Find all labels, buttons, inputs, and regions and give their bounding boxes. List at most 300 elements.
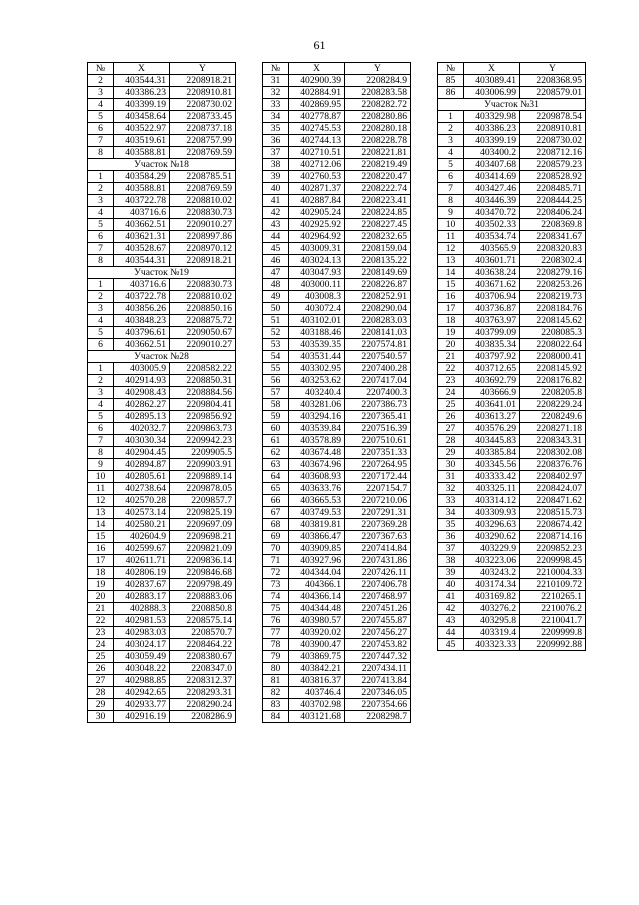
table-row bbox=[263, 351, 411, 363]
x-cell: 403121.68 bbox=[289, 711, 345, 723]
point-number-cell: 3 bbox=[88, 87, 114, 99]
y-cell: 2207210.06 bbox=[345, 495, 411, 507]
point-number-cell: 4 bbox=[88, 207, 114, 219]
point-number-cell: 3 bbox=[88, 303, 114, 315]
point-number-cell: 2 bbox=[88, 183, 114, 195]
table-row bbox=[263, 399, 411, 411]
y-cell: 2207453.82 bbox=[345, 639, 411, 651]
y-cell: 2210109.72 bbox=[520, 579, 586, 591]
column-header-number: № bbox=[88, 63, 114, 75]
x-cell: 404366.1 bbox=[289, 579, 345, 591]
table-row bbox=[263, 615, 411, 627]
y-cell: 2208368.95 bbox=[520, 75, 586, 87]
point-number-cell: 20 bbox=[88, 591, 114, 603]
y-cell: 2208219.49 bbox=[345, 159, 411, 171]
y-cell: 2207367.63 bbox=[345, 531, 411, 543]
point-number-cell: 53 bbox=[263, 339, 289, 351]
table-row bbox=[263, 507, 411, 519]
table-row bbox=[438, 387, 586, 399]
x-cell: 403399.19 bbox=[114, 99, 170, 111]
table-row bbox=[88, 111, 236, 123]
point-number-cell: 34 bbox=[438, 507, 464, 519]
point-number-cell: 43 bbox=[263, 219, 289, 231]
y-cell: 2208406.24 bbox=[520, 207, 586, 219]
table-row bbox=[88, 471, 236, 483]
y-cell: 2209010.27 bbox=[170, 219, 236, 231]
table-row bbox=[88, 279, 236, 291]
x-cell: 404366.14 bbox=[289, 591, 345, 603]
point-number-cell: 30 bbox=[438, 459, 464, 471]
x-cell: 402580.21 bbox=[114, 519, 170, 531]
point-number-cell: 31 bbox=[263, 75, 289, 87]
table-row bbox=[88, 183, 236, 195]
point-number-cell: 44 bbox=[438, 627, 464, 639]
column-header-x: X bbox=[114, 63, 170, 75]
y-cell: 2208085.3 bbox=[520, 327, 586, 339]
x-cell: 403458.64 bbox=[114, 111, 170, 123]
x-cell: 403866.47 bbox=[289, 531, 345, 543]
x-cell: 403666.9 bbox=[464, 387, 520, 399]
x-cell: 403223.06 bbox=[464, 555, 520, 567]
x-cell: 403980.57 bbox=[289, 615, 345, 627]
table-row bbox=[263, 327, 411, 339]
table-row bbox=[263, 447, 411, 459]
x-cell: 403588.81 bbox=[114, 147, 170, 159]
point-number-cell: 20 bbox=[438, 339, 464, 351]
x-cell: 403749.53 bbox=[289, 507, 345, 519]
x-cell: 403576.29 bbox=[464, 423, 520, 435]
y-cell: 2207540.57 bbox=[345, 351, 411, 363]
y-cell: 2208284.9 bbox=[345, 75, 411, 87]
table-row bbox=[438, 471, 586, 483]
point-number-cell: 39 bbox=[438, 567, 464, 579]
y-cell: 2207431.86 bbox=[345, 555, 411, 567]
x-cell: 404344.04 bbox=[289, 567, 345, 579]
x-cell: 402744.13 bbox=[289, 135, 345, 147]
x-cell: 402904.45 bbox=[114, 447, 170, 459]
x-cell: 403722.78 bbox=[114, 291, 170, 303]
table-row bbox=[88, 207, 236, 219]
point-number-cell: 1 bbox=[88, 171, 114, 183]
point-number-cell: 1 bbox=[88, 279, 114, 291]
y-cell: 2210076.2 bbox=[520, 603, 586, 615]
y-cell: 2208830.73 bbox=[170, 207, 236, 219]
table-row bbox=[88, 315, 236, 327]
point-number-cell: 13 bbox=[438, 255, 464, 267]
point-number-cell: 8 bbox=[88, 147, 114, 159]
x-cell: 402933.77 bbox=[114, 699, 170, 711]
table-row bbox=[88, 531, 236, 543]
x-cell: 403030.34 bbox=[114, 435, 170, 447]
table-row bbox=[88, 495, 236, 507]
point-number-cell: 31 bbox=[438, 471, 464, 483]
y-cell: 2208730.02 bbox=[520, 135, 586, 147]
table-row bbox=[438, 579, 586, 591]
table-row bbox=[263, 639, 411, 651]
point-number-cell: 51 bbox=[263, 315, 289, 327]
x-cell: 403000.11 bbox=[289, 279, 345, 291]
point-number-cell: 18 bbox=[88, 567, 114, 579]
table-row bbox=[263, 159, 411, 171]
y-cell: 2208220.47 bbox=[345, 171, 411, 183]
y-cell: 2207365.41 bbox=[345, 411, 411, 423]
point-number-cell: 52 bbox=[263, 327, 289, 339]
y-cell: 2209798.49 bbox=[170, 579, 236, 591]
point-number-cell: 48 bbox=[263, 279, 289, 291]
table-header-row bbox=[263, 63, 411, 75]
table-row bbox=[263, 531, 411, 543]
y-cell: 2208223.41 bbox=[345, 195, 411, 207]
point-number-cell: 79 bbox=[263, 651, 289, 663]
point-number-cell: 37 bbox=[438, 543, 464, 555]
point-number-cell: 13 bbox=[88, 507, 114, 519]
y-cell: 2208402.97 bbox=[520, 471, 586, 483]
x-cell: 403047.93 bbox=[289, 267, 345, 279]
section-heading-row bbox=[88, 159, 236, 171]
y-cell: 2207451.26 bbox=[345, 603, 411, 615]
point-number-cell: 57 bbox=[263, 387, 289, 399]
y-cell: 2208000.41 bbox=[520, 351, 586, 363]
point-number-cell: 23 bbox=[88, 627, 114, 639]
point-number-cell: 72 bbox=[263, 567, 289, 579]
table-row bbox=[438, 243, 586, 255]
y-cell: 2208347.0 bbox=[170, 663, 236, 675]
point-number-cell: 8 bbox=[88, 447, 114, 459]
x-cell: 403253.62 bbox=[289, 375, 345, 387]
x-cell: 403333.42 bbox=[464, 471, 520, 483]
table-row bbox=[88, 195, 236, 207]
point-number-cell: 66 bbox=[263, 495, 289, 507]
x-cell: 403819.81 bbox=[289, 519, 345, 531]
point-number-cell: 24 bbox=[88, 639, 114, 651]
x-cell: 403539.84 bbox=[289, 423, 345, 435]
x-cell: 403763.97 bbox=[464, 315, 520, 327]
point-number-cell: 42 bbox=[263, 207, 289, 219]
x-cell: 403229.9 bbox=[464, 543, 520, 555]
point-number-cell: 26 bbox=[438, 411, 464, 423]
point-number-cell: 70 bbox=[263, 543, 289, 555]
y-cell: 2208271.18 bbox=[520, 423, 586, 435]
y-cell: 2207456.27 bbox=[345, 627, 411, 639]
table-row bbox=[438, 87, 586, 99]
table-row bbox=[438, 339, 586, 351]
section-heading-row bbox=[88, 267, 236, 279]
x-cell: 403059.49 bbox=[114, 651, 170, 663]
y-cell: 2207291.31 bbox=[345, 507, 411, 519]
table-row bbox=[88, 411, 236, 423]
point-number-cell: 32 bbox=[263, 87, 289, 99]
table-row bbox=[88, 171, 236, 183]
point-number-cell: 63 bbox=[263, 459, 289, 471]
table-row bbox=[263, 231, 411, 243]
table-row bbox=[438, 615, 586, 627]
x-cell: 403736.87 bbox=[464, 303, 520, 315]
table-row bbox=[263, 195, 411, 207]
point-number-cell: 39 bbox=[263, 171, 289, 183]
point-number-cell: 19 bbox=[88, 579, 114, 591]
point-number-cell: 1 bbox=[438, 111, 464, 123]
y-cell: 2208283.58 bbox=[345, 87, 411, 99]
point-number-cell: 38 bbox=[263, 159, 289, 171]
y-cell: 2208810.02 bbox=[170, 195, 236, 207]
table-row bbox=[88, 699, 236, 711]
point-number-cell: 15 bbox=[438, 279, 464, 291]
table-row bbox=[438, 195, 586, 207]
y-cell: 2208884.56 bbox=[170, 387, 236, 399]
y-cell: 2209804.41 bbox=[170, 399, 236, 411]
table-row bbox=[438, 495, 586, 507]
y-cell: 2208570.7 bbox=[170, 627, 236, 639]
x-cell: 402611.71 bbox=[114, 555, 170, 567]
y-cell: 2208205.8 bbox=[520, 387, 586, 399]
y-cell: 2208149.69 bbox=[345, 267, 411, 279]
table-row bbox=[263, 519, 411, 531]
table-row bbox=[263, 567, 411, 579]
table-row bbox=[263, 291, 411, 303]
x-cell: 403024.17 bbox=[114, 639, 170, 651]
x-cell: 403008.3 bbox=[289, 291, 345, 303]
point-number-cell: 9 bbox=[438, 207, 464, 219]
x-cell: 403385.84 bbox=[464, 447, 520, 459]
page-number: 61 bbox=[313, 38, 326, 52]
x-cell: 403578.89 bbox=[289, 435, 345, 447]
table-row bbox=[263, 579, 411, 591]
point-number-cell: 40 bbox=[438, 579, 464, 591]
y-cell: 2208970.12 bbox=[170, 243, 236, 255]
x-cell: 402710.51 bbox=[289, 147, 345, 159]
point-number-cell: 29 bbox=[88, 699, 114, 711]
table-row bbox=[88, 363, 236, 375]
y-cell: 2208444.25 bbox=[520, 195, 586, 207]
y-cell: 2207351.33 bbox=[345, 447, 411, 459]
x-cell: 403716.6 bbox=[114, 207, 170, 219]
x-cell: 403927.96 bbox=[289, 555, 345, 567]
point-number-cell: 21 bbox=[88, 603, 114, 615]
x-cell: 403329.98 bbox=[464, 111, 520, 123]
section-heading: Участок №19 bbox=[88, 267, 236, 279]
y-cell: 2209863.73 bbox=[170, 423, 236, 435]
y-cell: 2208302.4 bbox=[520, 255, 586, 267]
y-cell: 2208733.45 bbox=[170, 111, 236, 123]
x-cell: 403240.4 bbox=[289, 387, 345, 399]
point-number-cell: 2 bbox=[88, 75, 114, 87]
y-cell: 2208850.31 bbox=[170, 375, 236, 387]
table-row bbox=[263, 651, 411, 663]
x-cell: 403692.79 bbox=[464, 375, 520, 387]
table-row bbox=[438, 411, 586, 423]
point-number-cell: 22 bbox=[88, 615, 114, 627]
y-cell: 2207447.32 bbox=[345, 651, 411, 663]
x-cell: 403835.34 bbox=[464, 339, 520, 351]
table-row bbox=[438, 483, 586, 495]
y-cell: 2209942.23 bbox=[170, 435, 236, 447]
x-cell: 402925.92 bbox=[289, 219, 345, 231]
y-cell: 2208875.72 bbox=[170, 315, 236, 327]
point-number-cell: 7 bbox=[88, 435, 114, 447]
y-cell: 2209878.05 bbox=[170, 483, 236, 495]
x-cell: 403048.22 bbox=[114, 663, 170, 675]
y-cell: 2209857.7 bbox=[170, 495, 236, 507]
table-row bbox=[88, 567, 236, 579]
table-row bbox=[263, 483, 411, 495]
coordinates-table-3 bbox=[437, 62, 586, 651]
point-number-cell: 27 bbox=[88, 675, 114, 687]
y-cell: 2208579.01 bbox=[520, 87, 586, 99]
table-row bbox=[438, 207, 586, 219]
table-row bbox=[88, 135, 236, 147]
x-cell: 403243.2 bbox=[464, 567, 520, 579]
x-cell: 404344.48 bbox=[289, 603, 345, 615]
x-cell: 403665.53 bbox=[289, 495, 345, 507]
x-cell: 402888.3 bbox=[114, 603, 170, 615]
y-cell: 2208757.99 bbox=[170, 135, 236, 147]
point-number-cell: 76 bbox=[263, 615, 289, 627]
point-number-cell: 5 bbox=[88, 219, 114, 231]
table-row bbox=[438, 567, 586, 579]
point-number-cell: 85 bbox=[438, 75, 464, 87]
y-cell: 2208229.24 bbox=[520, 399, 586, 411]
table-row bbox=[88, 555, 236, 567]
x-cell: 402862.27 bbox=[114, 399, 170, 411]
point-number-cell: 8 bbox=[438, 195, 464, 207]
column-header-y: Y bbox=[345, 63, 411, 75]
x-cell: 402981.53 bbox=[114, 615, 170, 627]
table-row bbox=[88, 663, 236, 675]
y-cell: 2207400.3 bbox=[345, 387, 411, 399]
y-cell: 2209992.88 bbox=[520, 639, 586, 651]
table-row bbox=[263, 123, 411, 135]
x-cell: 403674.48 bbox=[289, 447, 345, 459]
table-row bbox=[438, 531, 586, 543]
x-cell: 403816.37 bbox=[289, 675, 345, 687]
x-cell: 403386.23 bbox=[114, 87, 170, 99]
point-number-cell: 62 bbox=[263, 447, 289, 459]
point-number-cell: 5 bbox=[88, 111, 114, 123]
table-row bbox=[88, 627, 236, 639]
x-cell: 403662.51 bbox=[114, 339, 170, 351]
y-cell: 2208997.86 bbox=[170, 231, 236, 243]
x-cell: 403188.46 bbox=[289, 327, 345, 339]
point-number-cell: 55 bbox=[263, 363, 289, 375]
x-cell: 403072.4 bbox=[289, 303, 345, 315]
x-cell: 403746.4 bbox=[289, 687, 345, 699]
y-cell: 2208283.03 bbox=[345, 315, 411, 327]
table-row bbox=[263, 435, 411, 447]
y-cell: 2208883.06 bbox=[170, 591, 236, 603]
point-number-cell: 17 bbox=[88, 555, 114, 567]
x-cell: 403621.31 bbox=[114, 231, 170, 243]
table-header-row bbox=[438, 63, 586, 75]
y-cell: 2207414.84 bbox=[345, 543, 411, 555]
point-number-cell: 81 bbox=[263, 675, 289, 687]
table-row bbox=[88, 375, 236, 387]
point-number-cell: 77 bbox=[263, 627, 289, 639]
x-cell: 403528.67 bbox=[114, 243, 170, 255]
y-cell: 2208159.04 bbox=[345, 243, 411, 255]
x-cell: 403848.23 bbox=[114, 315, 170, 327]
point-number-cell: 11 bbox=[88, 483, 114, 495]
table-row bbox=[438, 351, 586, 363]
x-cell: 403446.39 bbox=[464, 195, 520, 207]
table-row bbox=[263, 471, 411, 483]
x-cell: 403842.21 bbox=[289, 663, 345, 675]
x-cell: 403608.93 bbox=[289, 471, 345, 483]
table-row bbox=[438, 423, 586, 435]
x-cell: 403009.31 bbox=[289, 243, 345, 255]
x-cell: 403102.01 bbox=[289, 315, 345, 327]
x-cell: 403531.44 bbox=[289, 351, 345, 363]
table-row bbox=[263, 603, 411, 615]
point-number-cell: 4 bbox=[88, 399, 114, 411]
section-heading: Участок №28 bbox=[88, 351, 236, 363]
point-number-cell: 4 bbox=[88, 315, 114, 327]
table-row bbox=[88, 423, 236, 435]
y-cell: 2209821.09 bbox=[170, 543, 236, 555]
x-cell: 403400.2 bbox=[464, 147, 520, 159]
table-row bbox=[438, 135, 586, 147]
column-header-x: X bbox=[289, 63, 345, 75]
y-cell: 2208910.81 bbox=[520, 123, 586, 135]
x-cell: 403502.33 bbox=[464, 219, 520, 231]
point-number-cell: 42 bbox=[438, 603, 464, 615]
x-cell: 402805.61 bbox=[114, 471, 170, 483]
point-number-cell: 44 bbox=[263, 231, 289, 243]
table-row bbox=[88, 675, 236, 687]
point-number-cell: 24 bbox=[438, 387, 464, 399]
table-row bbox=[88, 591, 236, 603]
y-cell: 2207264.95 bbox=[345, 459, 411, 471]
table-row bbox=[88, 483, 236, 495]
y-cell: 2208582.22 bbox=[170, 363, 236, 375]
y-cell: 2208286.9 bbox=[170, 711, 236, 723]
y-cell: 2208219.73 bbox=[520, 291, 586, 303]
table-row bbox=[263, 711, 411, 723]
point-number-cell: 18 bbox=[438, 315, 464, 327]
table-row bbox=[438, 327, 586, 339]
y-cell: 2210265.1 bbox=[520, 591, 586, 603]
x-cell: 403565.9 bbox=[464, 243, 520, 255]
y-cell: 2208145.92 bbox=[520, 363, 586, 375]
table-row bbox=[438, 303, 586, 315]
x-cell: 403909.85 bbox=[289, 543, 345, 555]
point-number-cell: 28 bbox=[438, 435, 464, 447]
table-row bbox=[88, 399, 236, 411]
y-cell: 2208730.02 bbox=[170, 99, 236, 111]
y-cell: 2207434.11 bbox=[345, 663, 411, 675]
x-cell: 403706.94 bbox=[464, 291, 520, 303]
x-cell: 403174.34 bbox=[464, 579, 520, 591]
y-cell: 2208228.78 bbox=[345, 135, 411, 147]
y-cell: 2208222.74 bbox=[345, 183, 411, 195]
column-header-y: Y bbox=[520, 63, 586, 75]
y-cell: 2208830.73 bbox=[170, 279, 236, 291]
table-row bbox=[263, 279, 411, 291]
table-row bbox=[263, 147, 411, 159]
x-cell: 403633.76 bbox=[289, 483, 345, 495]
y-cell: 2208464.22 bbox=[170, 639, 236, 651]
x-cell: 403920.02 bbox=[289, 627, 345, 639]
x-cell: 403716.6 bbox=[114, 279, 170, 291]
point-number-cell: 82 bbox=[263, 687, 289, 699]
table-row bbox=[263, 135, 411, 147]
x-cell: 403712.65 bbox=[464, 363, 520, 375]
table-row bbox=[438, 315, 586, 327]
y-cell: 2208227.45 bbox=[345, 219, 411, 231]
point-number-cell: 10 bbox=[88, 471, 114, 483]
x-cell: 403519.61 bbox=[114, 135, 170, 147]
table-row bbox=[438, 447, 586, 459]
x-cell: 402806.19 bbox=[114, 567, 170, 579]
